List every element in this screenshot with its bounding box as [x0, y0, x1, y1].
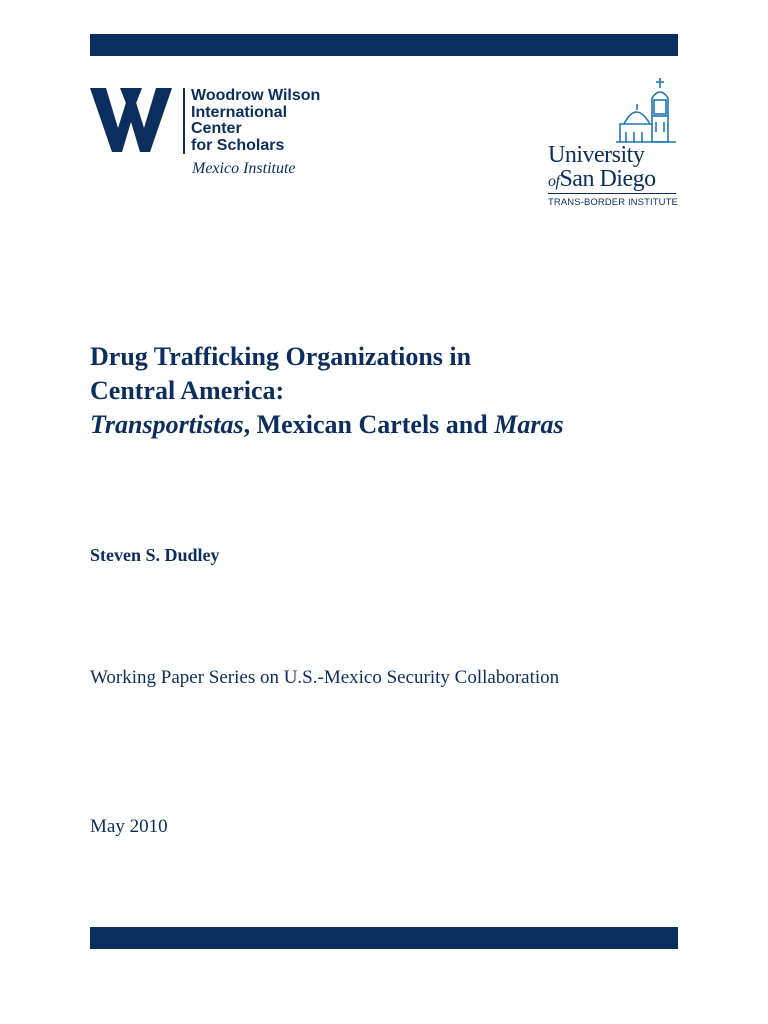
of-word: of: [548, 173, 560, 190]
title-line-1: Drug Trafficking Organizations in: [90, 342, 472, 371]
title-line-3: [90, 408, 730, 442]
woodrow-wilson-name: [191, 88, 320, 154]
university-san-diego-logo: [546, 76, 678, 216]
series-name: Working Paper Series on U.S.-Mexico Security Collaboration: [90, 667, 560, 688]
university-word: University: [548, 142, 645, 168]
top-decorative-bar: [90, 34, 678, 56]
title-italic-transportistas: Transportistas: [90, 410, 244, 439]
ww-name-line-1: Woodrow Wilson: [191, 87, 321, 104]
san-diego-word: [548, 166, 656, 193]
title-line-2: Central America:: [90, 376, 285, 405]
logo-rule: [548, 193, 676, 194]
ww-name-line-2: International: [191, 103, 288, 121]
woodrow-wilson-logo: [90, 88, 332, 180]
title-italic-maras: Maras: [494, 410, 564, 439]
publication-date: May 2010: [90, 816, 168, 837]
trans-border-institute-label: TRANS-BORDER INSTITUTE: [548, 197, 678, 208]
ww-name-line-3: Center: [191, 120, 242, 137]
woodrow-wilson-w-icon: [90, 88, 172, 152]
san-diego-text: San Diego: [559, 166, 656, 192]
logo-divider: [183, 88, 185, 154]
bottom-decorative-bar: [90, 927, 678, 949]
mission-building-icon: [614, 76, 678, 144]
document-title: [90, 340, 730, 442]
title-middle-text: , Mexican Cartels and: [243, 410, 495, 439]
mexico-institute-subtitle: Mexico Institute: [192, 160, 296, 177]
ww-name-line-4: for Scholars: [191, 136, 285, 154]
author-name: Steven S. Dudley: [90, 545, 220, 565]
